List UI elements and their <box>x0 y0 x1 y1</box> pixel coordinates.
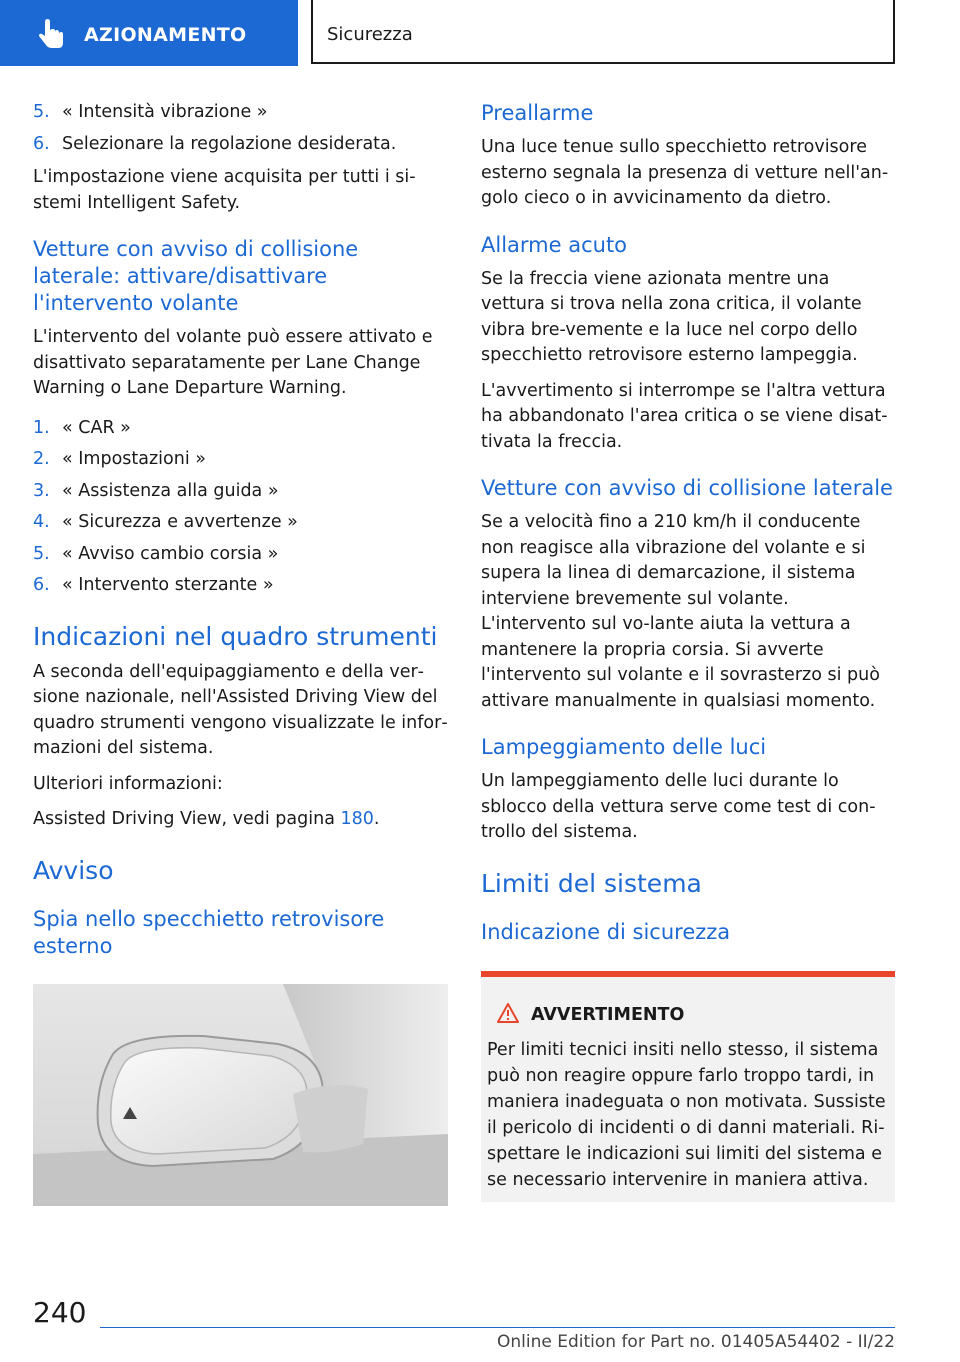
heading-avviso: Avviso <box>33 855 114 885</box>
paragraph: Un lampeggiamento delle luci durante lo sblocco della vettura serve come test di con‐trollo del sistema. <box>481 771 876 842</box>
page-number: 240 <box>33 1296 87 1329</box>
warning-icon <box>497 1003 519 1023</box>
list-item: 5. « Avviso cambio corsia » <box>33 543 279 564</box>
chapter-tab <box>311 0 895 64</box>
footer-edition: Online Edition for Part no. 01405A54402 - II/22 <box>496 1332 895 1352</box>
paragraph: Se la freccia viene azionata mentre una vettura si trova nella zona critica, il volante vibra bre‐vemente e la luce nel corpo dello specchietto retrovisore esterno lampeggia. <box>481 268 862 365</box>
section-tab <box>0 0 298 66</box>
heading-spia: Spia nello specchietto retrovisore esterno <box>33 906 385 958</box>
warning-box <box>481 971 895 1202</box>
list-item: 4. « Sicurezza e avvertenze » <box>33 512 298 532</box>
section-title: AZIONAMENTO <box>84 24 247 46</box>
paragraph: L'avvertimento si interrompe se l'altra vettura ha abbandonato l'area critica o se viene disat‐tivata la freccia. <box>481 380 888 452</box>
list-item: 5. « Intensità vibrazione » <box>33 102 268 122</box>
paragraph: L'intervento del volante può essere attivato e disattivato separatamente per Lane Change Warning o Lane Departure Warning. <box>33 327 433 398</box>
list-item: 6. Selezionare la regolazione desiderata. <box>33 133 397 154</box>
heading-indicazioni: Indicazioni nel quadro strumenti <box>33 621 438 651</box>
page-link[interactable]: 180 <box>340 809 374 829</box>
heading-collision: Vetture con avviso di collisione laterale: attivare/disattivare l'intervento volante <box>33 237 359 315</box>
paragraph: Se a velocità fino a 210 km/h il conducente non reagisce alla vibrazione del volante e si supera la linea di demarcazione, il sistema interviene brevemente sul volante. L'intervento sul vo‐lante aiuta la vettura a mantenere la propria corsia. Si avverte l'intervento sul volante e il sovrasterzo si può attivare manualmente in qualsiasi momento. <box>481 512 880 711</box>
paragraph: Assisted Driving View, vedi pagina 180. <box>33 809 380 829</box>
left-column <box>33 100 448 968</box>
warning-text: Per limiti tecnici insiti nello stesso, il sistema può non reagire oppure farlo troppo tardi, in maniera inadeguata o non motivata. Sussiste il pericolo di incidenti o di danni materiali. Ri‐spettare le indicazioni sui limiti del sistema e se necessario intervenire in maniera attiva. <box>487 1040 886 1190</box>
heading-lampeggiamento: Lampeggiamento delle luci <box>481 735 767 759</box>
heading-allarme: Allarme acuto <box>481 232 628 257</box>
list-item: 2. « Impostazioni » <box>33 449 206 469</box>
heading-vetture: Vetture con avviso di collisione laterale <box>481 476 893 500</box>
steps-list-1 <box>33 100 448 157</box>
hand-touch-icon <box>34 18 68 52</box>
paragraph: Una luce tenue sullo specchietto retrovisore esterno segnala la presenza di vetture nell'an‐golo cieco o in avvicinamento da dietro. <box>481 137 889 208</box>
right-column <box>481 100 896 954</box>
heading-limiti: Limiti del sistema <box>481 868 702 898</box>
chapter-title: Sicurezza <box>327 24 413 45</box>
steps-list-2 <box>33 416 448 599</box>
paragraph: Ulteriori informazioni: <box>33 773 223 794</box>
heading-preallarme: Preallarme <box>481 101 594 125</box>
heading-sicurezza: Indicazione di sicurezza <box>481 919 731 944</box>
paragraph: L'impostazione viene acquisita per tutti i si‐stemi Intelligent Safety. <box>33 167 416 213</box>
warning-header <box>497 1003 684 1025</box>
list-item: 3. « Assistenza alla guida » <box>33 480 279 501</box>
footer-divider <box>100 1327 895 1328</box>
paragraph: A seconda dell'equipaggiamento e della ver‐sione nazionale, nell'Assisted Driving View del quadro strumenti vengono visualizzate le infor‐mazioni del sistema. <box>33 661 448 758</box>
list-item: 6. « Intervento sterzante » <box>33 575 274 595</box>
list-item: 1. « CAR » <box>33 417 131 438</box>
warning-title: AVVERTIMENTO <box>531 1005 685 1025</box>
side-mirror-image <box>33 984 448 1206</box>
